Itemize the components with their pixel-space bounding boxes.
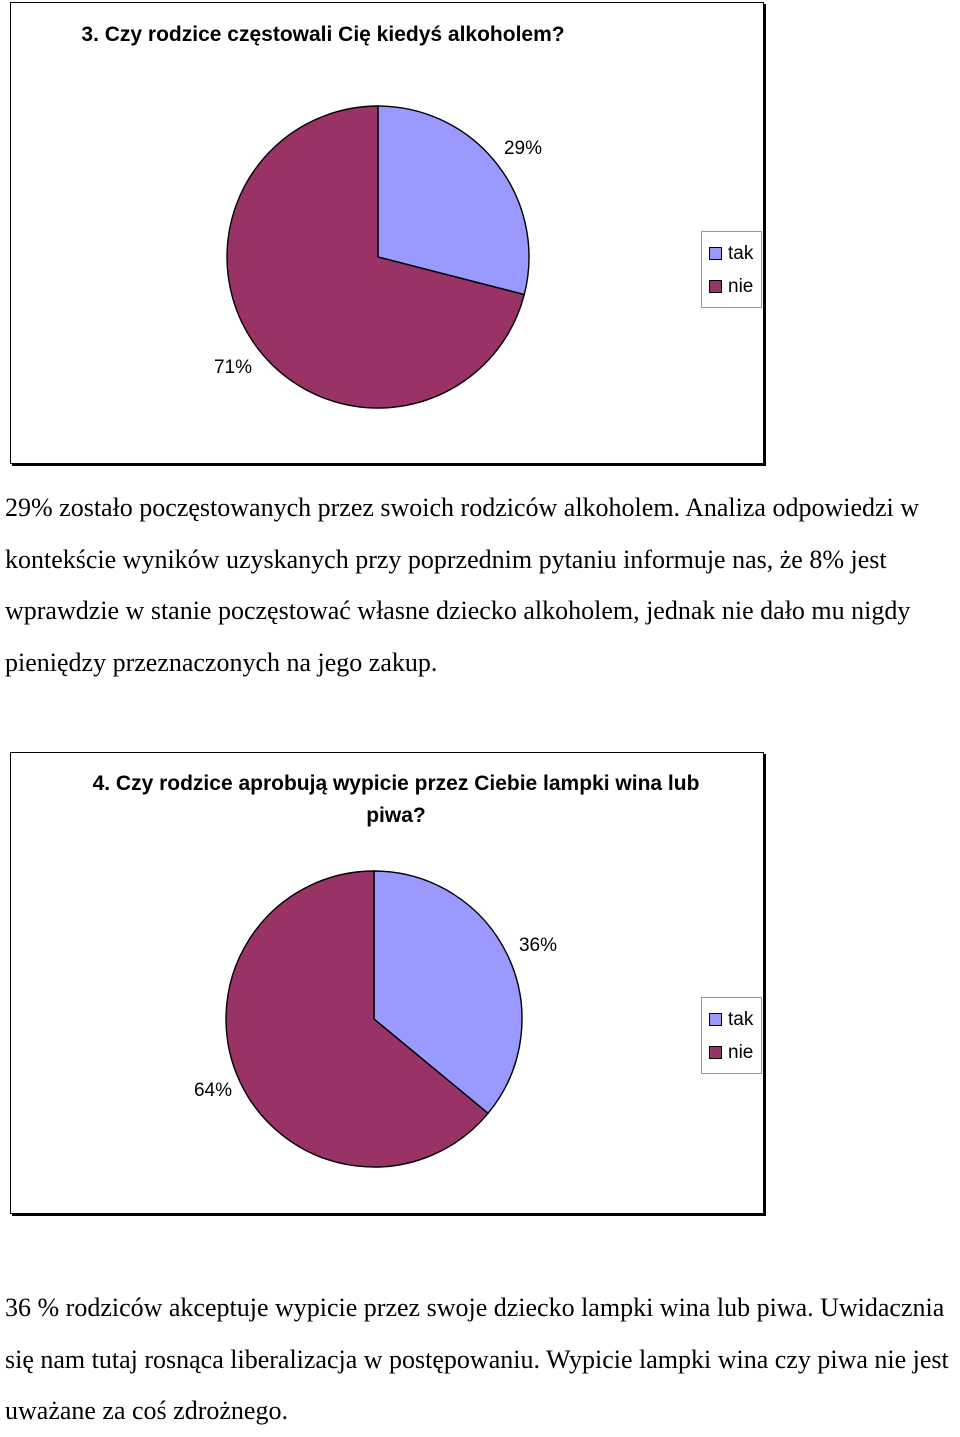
chart-1-legend	[701, 231, 762, 308]
chart-1-pie	[11, 3, 765, 465]
chart-2-title: 4. Czy rodzice aprobują wypicie przez Ciebie lampki wina lub piwa?	[92, 772, 700, 827]
data-label-nie: 71%	[213, 357, 253, 379]
legend-item-nie	[709, 270, 753, 303]
data-label-tak: 29%	[503, 138, 543, 160]
paragraph-1: 29% zostało poczęstowanych przez swoich rodziców alkoholem. Analiza odpowiedzi w kontekście wyników uzyskanych przy poprzednim pytaniu informuje nas, że 8% jest wprawdzie w stanie poczęstować własne dziecko alkoholem, jednak nie dało mu nigdy pieniędzy przeznaczonych na jego zakup.	[5, 493, 920, 677]
chart-1	[10, 2, 764, 464]
legend-label-nie: nie	[728, 275, 754, 297]
legend-label-tak: tak	[728, 242, 754, 264]
chart-1-title: 3. Czy rodzice częstowali Cię kiedyś alkoholem?	[81, 23, 565, 46]
data-label-nie: 64%	[193, 1080, 233, 1102]
legend-swatch-tak	[709, 1013, 722, 1026]
legend-item-nie	[709, 1036, 753, 1069]
paragraph-2: 36 % rodziców akceptuje wypicie przez swoje dziecko lampki wina lub piwa. Uwidacznia się nam tutaj rosnąca liberalizacja w postępowaniu. Wypicie lampki wina czy piwa nie jest uważane za coś zdrożnego.	[5, 1293, 949, 1425]
legend-item-tak	[709, 1003, 753, 1036]
chart-2	[10, 752, 764, 1214]
chart-2-legend	[701, 997, 762, 1074]
legend-swatch-nie	[709, 280, 722, 293]
legend-label-nie: nie	[728, 1041, 754, 1063]
legend-swatch-nie	[709, 1046, 722, 1059]
data-label-tak: 36%	[518, 935, 558, 957]
legend-item-tak	[709, 237, 753, 270]
legend-label-tak: tak	[728, 1008, 754, 1030]
chart-2-pie	[11, 753, 765, 1215]
legend-swatch-tak	[709, 247, 722, 260]
